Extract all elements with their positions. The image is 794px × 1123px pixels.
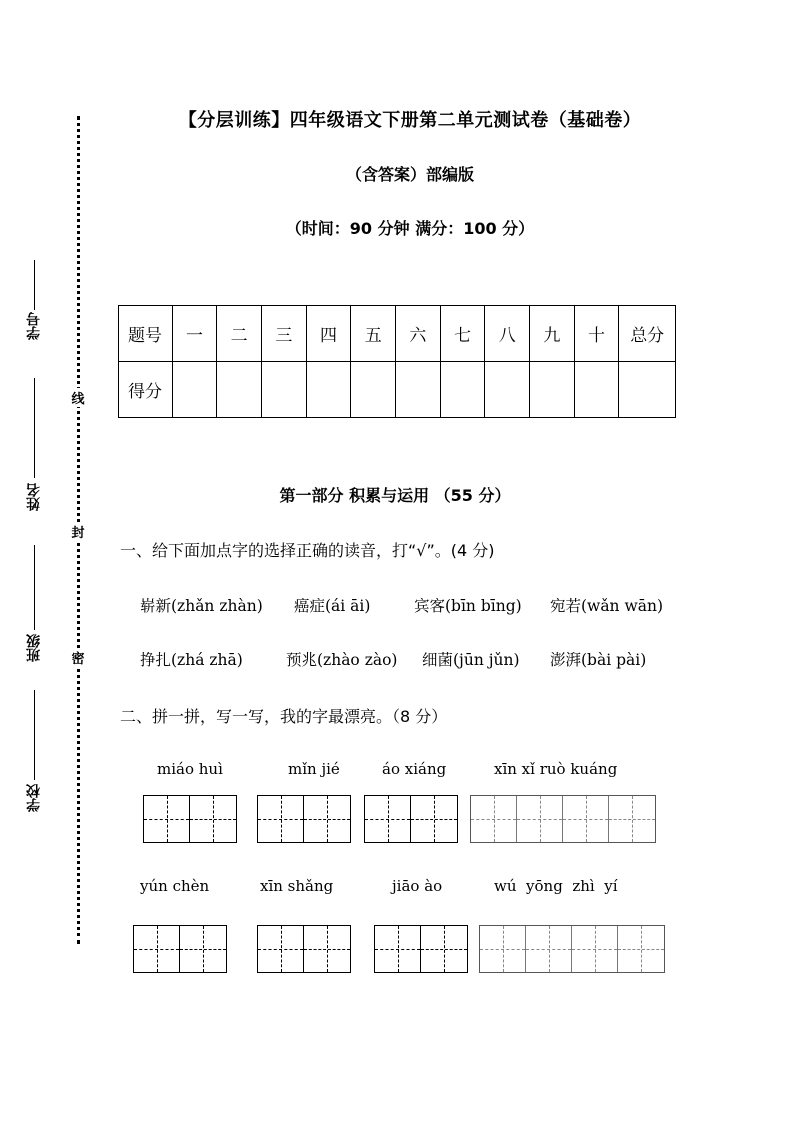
writing-cell[interactable] bbox=[517, 796, 563, 842]
pinyin-label: yún chèn bbox=[140, 877, 210, 895]
school-label: 学校 bbox=[26, 784, 42, 812]
writing-grid[interactable] bbox=[374, 925, 468, 973]
score-cell[interactable] bbox=[351, 362, 396, 418]
score-table-header-cell: 九 bbox=[530, 306, 575, 362]
writing-cell[interactable] bbox=[471, 796, 517, 842]
writing-cell[interactable] bbox=[134, 926, 180, 972]
writing-cell[interactable] bbox=[365, 796, 411, 842]
writing-grid[interactable] bbox=[470, 795, 656, 843]
pronunciation-option[interactable]: 宛若(wǎn wān) bbox=[550, 597, 664, 615]
pinyin-label: xīn shǎng bbox=[260, 877, 334, 895]
student-number-label: 学号 bbox=[26, 312, 42, 340]
pinyin-label: áo xiáng bbox=[382, 760, 447, 778]
pronunciation-option[interactable]: 澎湃(bài pài) bbox=[550, 651, 647, 669]
writing-grid[interactable] bbox=[257, 795, 351, 843]
question-one-prompt: 一、给下面加点字的选择正确的读音，打“√”。(4 分) bbox=[120, 541, 495, 560]
writing-grid[interactable] bbox=[133, 925, 227, 973]
score-table-header-cell: 题号 bbox=[119, 306, 173, 362]
student-number-line bbox=[34, 260, 35, 310]
student-name-line bbox=[34, 378, 35, 478]
binding-char-mi: 密 bbox=[70, 648, 86, 667]
writing-cell[interactable] bbox=[304, 796, 350, 842]
score-table-header-cell: 二 bbox=[217, 306, 262, 362]
writing-grid[interactable] bbox=[364, 795, 458, 843]
writing-cell[interactable] bbox=[480, 926, 526, 972]
exam-title: 【分层训练】四年级语文下册第二单元测试卷（基础卷） bbox=[178, 110, 642, 131]
writing-cell[interactable] bbox=[572, 926, 618, 972]
exam-subtitle: （含答案）部编版 bbox=[345, 165, 474, 184]
pronunciation-option[interactable]: 宾客(bīn bīng) bbox=[414, 597, 522, 615]
score-table-header-cell: 六 bbox=[396, 306, 441, 362]
writing-cell[interactable] bbox=[258, 926, 304, 972]
score-table-header-cell: 一 bbox=[172, 306, 217, 362]
score-cell[interactable] bbox=[262, 362, 307, 418]
school-line bbox=[34, 690, 35, 780]
pronunciation-option[interactable]: 癌症(ái āi) bbox=[294, 597, 371, 615]
binding-char-feng: 封 bbox=[70, 522, 86, 541]
score-table-header-cell: 总分 bbox=[619, 306, 676, 362]
score-cell[interactable] bbox=[306, 362, 351, 418]
pinyin-label: jiāo ào bbox=[392, 877, 443, 895]
score-table-header-cell: 三 bbox=[262, 306, 307, 362]
score-cell[interactable] bbox=[574, 362, 619, 418]
pronunciation-option[interactable]: 挣扎(zhá zhā) bbox=[140, 651, 243, 669]
writing-cell[interactable] bbox=[411, 796, 457, 842]
score-cell[interactable] bbox=[485, 362, 530, 418]
writing-cell[interactable] bbox=[180, 926, 226, 972]
student-number-field[interactable] bbox=[24, 260, 46, 340]
binding-char-xian: 线 bbox=[70, 388, 86, 407]
writing-cell[interactable] bbox=[144, 796, 190, 842]
score-cell[interactable] bbox=[530, 362, 575, 418]
pinyin-label: xīn xǐ ruò kuáng bbox=[494, 760, 618, 778]
pronunciation-option[interactable]: 细菌(jūn jǔn) bbox=[422, 651, 520, 669]
score-cell[interactable] bbox=[619, 362, 676, 418]
score-cell[interactable] bbox=[217, 362, 262, 418]
part-one-heading: 第一部分 积累与运用 （55 分） bbox=[279, 486, 511, 505]
score-cell[interactable] bbox=[396, 362, 441, 418]
writing-cell[interactable] bbox=[609, 796, 655, 842]
score-table-header-cell: 十 bbox=[574, 306, 619, 362]
writing-grid[interactable] bbox=[143, 795, 237, 843]
school-field[interactable] bbox=[24, 690, 46, 815]
writing-grid[interactable] bbox=[479, 925, 665, 973]
score-cell[interactable] bbox=[440, 362, 485, 418]
score-table bbox=[118, 305, 676, 418]
class-label: 班级 bbox=[26, 634, 42, 662]
score-table-header-row bbox=[119, 306, 676, 362]
score-table-header-cell: 四 bbox=[306, 306, 351, 362]
score-table-score-row bbox=[119, 362, 676, 418]
class-line bbox=[34, 545, 35, 630]
writing-grid[interactable] bbox=[257, 925, 351, 973]
writing-cell[interactable] bbox=[375, 926, 421, 972]
writing-cell[interactable] bbox=[190, 796, 236, 842]
question-two-prompt: 二、拼一拼，写一写，我的字最漂亮。（8 分） bbox=[120, 707, 448, 726]
exam-time-info: （时间：90 分钟 满分：100 分） bbox=[285, 219, 535, 238]
score-cell[interactable] bbox=[172, 362, 217, 418]
student-name-field[interactable] bbox=[24, 378, 46, 513]
pinyin-label: mǐn jié bbox=[288, 760, 340, 778]
writing-cell[interactable] bbox=[304, 926, 350, 972]
writing-cell[interactable] bbox=[258, 796, 304, 842]
pronunciation-option[interactable]: 预兆(zhào zào) bbox=[286, 651, 398, 669]
pinyin-label: wú yōng zhì yí bbox=[494, 877, 618, 895]
pronunciation-option[interactable]: 崭新(zhǎn zhàn) bbox=[140, 597, 263, 615]
writing-cell[interactable] bbox=[526, 926, 572, 972]
writing-cell[interactable] bbox=[421, 926, 467, 972]
score-table-header-cell: 五 bbox=[351, 306, 396, 362]
class-field[interactable] bbox=[24, 545, 46, 665]
student-name-label: 姓名 bbox=[26, 483, 42, 511]
score-table-score-label: 得分 bbox=[119, 362, 173, 418]
writing-cell[interactable] bbox=[563, 796, 609, 842]
pinyin-label: miáo huì bbox=[157, 760, 223, 778]
score-table-header-cell: 七 bbox=[440, 306, 485, 362]
score-table-header-cell: 八 bbox=[485, 306, 530, 362]
question-one-row-2 bbox=[140, 648, 646, 670]
question-one-row-1 bbox=[140, 594, 663, 616]
writing-cell[interactable] bbox=[618, 926, 664, 972]
